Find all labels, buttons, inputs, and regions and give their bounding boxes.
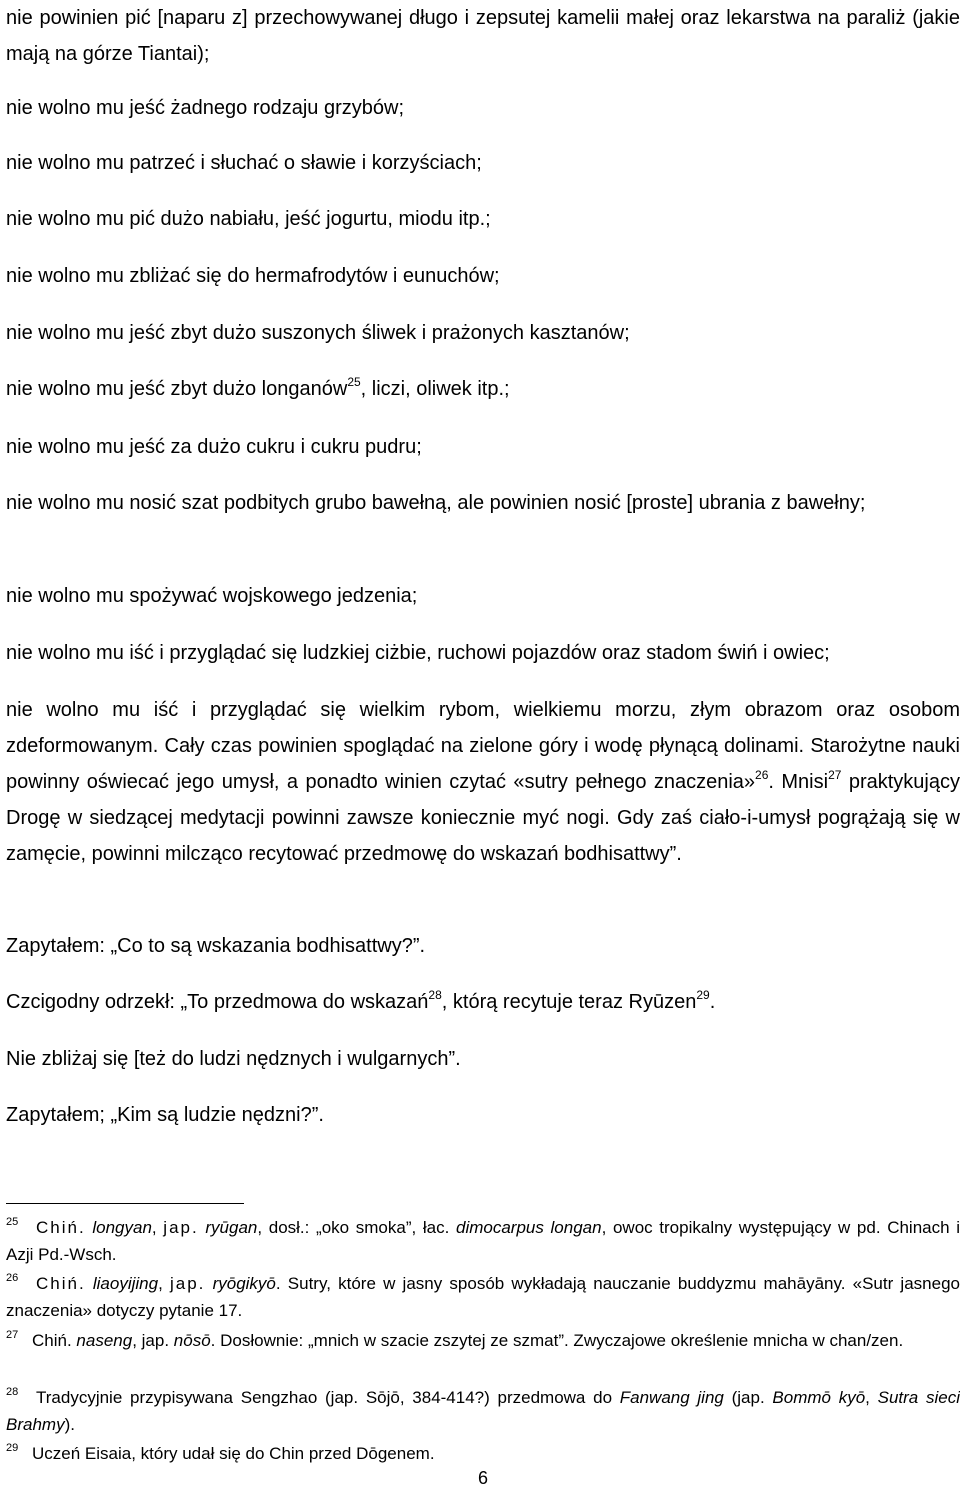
answer-line — [6, 984, 960, 1020]
text-span: . — [709, 991, 716, 1013]
text-span: , — [865, 1388, 878, 1407]
footnote-ref[interactable]: 26 — [755, 768, 769, 782]
question-line: Zapytałem; „Kim są ludzie nędzni?”. — [6, 1104, 324, 1126]
text-span: , — [158, 1274, 170, 1293]
footnote-29: 29 Uczeń Eisaia, który udał się do Chin przed Dōgenem. — [6, 1442, 435, 1463]
text-span: , liczi, oliwek itp.; — [360, 378, 510, 400]
footnote-27: 27 Chiń. naseng, jap. nōsō. Dosłownie: „mnich w szacie zszytej ze szmat”. Zwyczajowe określenie mnicha w chan/zen. — [6, 1329, 904, 1350]
body-line: nie wolno mu spożywać wojskowego jedzenia; — [6, 585, 418, 607]
text-span: longyan — [85, 1218, 152, 1237]
text-span: , owoc tropikalny występujący w pd. Chinach i Azji Pd.-Wsch. — [6, 1218, 960, 1264]
text-span: ). — [64, 1415, 75, 1434]
body-line: nie wolno mu zbliżać się do hermafrodytów i eunuchów; — [6, 265, 500, 287]
footnote-ref[interactable]: 25 — [347, 375, 361, 389]
text-span: . Sutry, które w jasny sposób wykładają nauczanie buddyzmu mahāyāny. «Sutr jasnego znaczenia» dotyczy pytanie 17. — [6, 1274, 960, 1320]
footnote-ref[interactable]: 27 — [828, 768, 842, 782]
body-line: Nie zbliżaj się [też do ludzi nędznych i wulgarnych”. — [6, 1048, 461, 1070]
text-span: Chiń. — [36, 1274, 86, 1293]
text-span: (jap. — [723, 1388, 773, 1407]
body-paragraph-long — [6, 692, 960, 872]
footnote-ref[interactable]: 29 — [696, 988, 710, 1002]
body-line: nie wolno mu pić dużo nabiału, jeść jogurtu, miodu itp.; — [6, 208, 491, 230]
text-span: nie wolno mu jeść zbyt dużo longanów — [6, 378, 348, 400]
text-span: Czcigodny odrzekł: „To przedmowa do wskazań — [6, 991, 429, 1013]
question-line: Zapytałem: „Co to są wskazania bodhisattwy?”. — [6, 935, 426, 957]
body-paragraph: nie wolno mu nosić szat podbitych grubo bawełną, ale powinien nosić [proste] ubrania z bawełny; — [6, 492, 866, 514]
text-span: nōsō — [173, 1331, 211, 1350]
footnote-26: 26 Chiń. liaoyijing, jap. ryōgikyō. Sutry, które w jasny sposób wykładają nauczanie buddyzmu mahāyāny. «Sutr jasnego znaczenia» dotyczy pytanie 17. — [6, 1272, 960, 1320]
text-span: Fanwang jing — [619, 1388, 724, 1407]
text-span: praktykujący Drogę w siedzącej medytacji powinni zawsze koniecznie myć nogi. Gdy zaś ciało-i-umysł pogrążają się w zamęcie, powinni milcząco recytować przedmowę do wskazań bodhisattwy”. — [6, 771, 960, 865]
text-span: Chiń. — [32, 1331, 77, 1350]
text-span: ryōgikyō — [205, 1274, 276, 1293]
text-span: Chiń. — [36, 1218, 86, 1237]
footnote-separator — [6, 1203, 244, 1204]
footnote-ref[interactable]: 28 — [428, 988, 442, 1002]
body-line-longan — [6, 371, 960, 407]
text-span: Tradycyjnie przypisywana Sengzhao (jap. Sōjō, 384-414?) przedmowa do — [36, 1388, 620, 1407]
body-line: nie powinien pić [naparu z] przechowywanej długo i zepsutej kamelii małej oraz lekarstwa na paraliż (jakie mają na górze Tiantai); — [6, 7, 960, 65]
text-span: . Dosłownie: „mnich w szacie zszytej ze szmat”. Zwyczajowe określenie mnicha w chan/zen. — [210, 1331, 904, 1350]
text-span: naseng — [76, 1331, 133, 1350]
text-span: Sutra sieci Brahmy — [6, 1388, 960, 1434]
text-span: dimocarpus longan — [455, 1218, 602, 1237]
body-line: nie wolno mu jeść za dużo cukru i cukru pudru; — [6, 436, 422, 458]
text-span: jap. — [169, 1274, 206, 1293]
body-line: nie wolno mu jeść żadnego rodzaju grzybów; — [6, 97, 404, 119]
page-number: 6 — [477, 1468, 488, 1488]
text-span: , którą recytuje teraz Ryūzen — [441, 991, 697, 1013]
body-line: nie wolno mu iść i przyglądać się ludzkiej ciżbie, ruchowi pojazdów oraz stadom świń i owiec; — [6, 642, 830, 664]
text-span: . Mnisi — [768, 771, 829, 793]
text-span: Uczeń Eisaia, który udał się do Chin przed Dōgenem. — [32, 1444, 435, 1463]
text-span: nie wolno mu iść i przyglądać się wielkim rybom, wielkiemu morzu, złym obrazom oraz osobom zdeformowanym. Cały czas powinien spoglądać na zielone góry i wodę płynącą dolinami. Starożytne nauki powinny oświecać jego umysł, a ponadto winien czytać «sutry pełnego znaczenia» — [6, 699, 960, 793]
text-span: ryūgan — [198, 1218, 258, 1237]
footnote-25: 25 Chiń. longyan, jap. ryūgan, dosł.: „oko smoka”, łac. dimocarpus longan, owoc tropikalny występujący w pd. Chinach i Azji Pd.-Wsch. — [6, 1216, 960, 1264]
text-span: jap. — [163, 1218, 199, 1237]
text-span: , — [151, 1218, 164, 1237]
footnote-28: 28 Tradycyjnie przypisywana Sengzhao (jap. Sōjō, 384-414?) przedmowa do Fanwang jing (jap. Bommō kyō, Sutra sieci Brahmy). — [6, 1386, 960, 1434]
text-span: liaoyijing — [85, 1274, 159, 1293]
text-span: , jap. — [132, 1331, 174, 1350]
text-span: , dosł.: „oko smoka”, łac. — [257, 1218, 456, 1237]
body-line: nie wolno mu jeść zbyt dużo suszonych śliwek i prażonych kasztanów; — [6, 322, 630, 344]
text-span: Bommō kyō — [772, 1388, 866, 1407]
body-line: nie wolno mu patrzeć i słuchać o sławie i korzyściach; — [6, 152, 482, 174]
